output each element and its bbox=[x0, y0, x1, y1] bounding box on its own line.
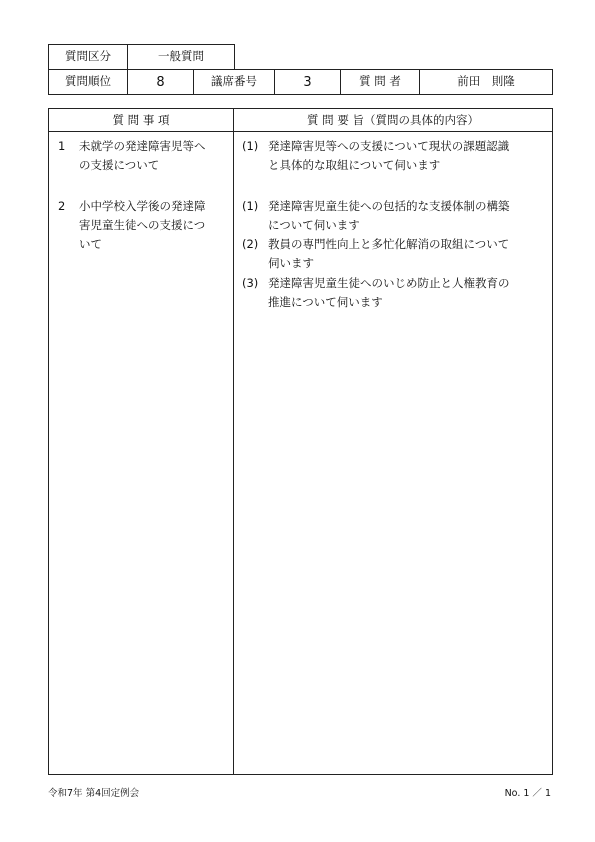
seat-value-cell bbox=[274, 69, 341, 95]
seat-label: 議席番号 bbox=[211, 74, 257, 89]
question-point-line: と具体的な取組について伺います bbox=[268, 158, 441, 172]
questioner-label: 質 問 者 bbox=[359, 74, 401, 89]
order-value: 8 bbox=[156, 74, 165, 90]
header-divider bbox=[49, 131, 552, 132]
column-divider bbox=[233, 109, 234, 774]
questioner-name: 前田 則隆 bbox=[457, 74, 515, 89]
question-item-title-line: 小中学校入学後の発達障 bbox=[79, 199, 206, 213]
question-item-title bbox=[79, 137, 206, 175]
question-item-title-line: 害児童生徒への支援につ bbox=[79, 218, 206, 232]
question-summary-header-label: 質 問 要 旨（質問の具体的内容） bbox=[307, 113, 479, 127]
session-label: 令和7年 第4回定例会 bbox=[48, 788, 140, 799]
question-point-text bbox=[268, 274, 510, 312]
category-value-cell bbox=[127, 44, 235, 70]
question-item-title bbox=[79, 197, 206, 254]
question-point-text bbox=[268, 137, 509, 175]
category-value: 一般質問 bbox=[158, 49, 204, 64]
question-item-title-line: の支援について bbox=[79, 158, 160, 172]
questioner-value-cell bbox=[419, 69, 553, 95]
order-label-cell bbox=[48, 69, 128, 95]
question-item-title-line: 未就学の発達障害児等へ bbox=[79, 139, 206, 153]
question-items-header bbox=[49, 109, 233, 131]
question-item-title-line: いて bbox=[79, 237, 102, 251]
question-point-text bbox=[268, 197, 510, 235]
category-label-cell bbox=[48, 44, 128, 70]
question-point-line: 推進について伺います bbox=[268, 295, 383, 309]
question-table bbox=[48, 108, 553, 775]
order-label: 質問順位 bbox=[65, 74, 111, 89]
question-item-number: 2 bbox=[58, 199, 66, 213]
question-point-number: (3) bbox=[242, 276, 259, 290]
category-label: 質問区分 bbox=[65, 49, 111, 64]
seat-value: 3 bbox=[303, 74, 312, 90]
question-point-line: 発達障害児童生徒への包括的な支援体制の構築 bbox=[268, 199, 510, 213]
question-point-number: (2) bbox=[242, 237, 259, 251]
question-point-number: (1) bbox=[242, 139, 259, 153]
question-item-number: 1 bbox=[58, 139, 66, 153]
question-point-number: (1) bbox=[242, 199, 259, 213]
question-point-line: 伺います bbox=[268, 256, 314, 270]
question-point-text bbox=[268, 235, 509, 273]
question-point-line: について伺います bbox=[268, 218, 360, 232]
questioner-label-cell bbox=[340, 69, 420, 95]
question-point-line: 発達障害児等への支援について現状の課題認識 bbox=[268, 139, 510, 153]
question-items-header-label: 質 問 事 項 bbox=[112, 113, 170, 127]
order-value-cell bbox=[127, 69, 194, 95]
seat-label-cell bbox=[193, 69, 275, 95]
question-point-line: 教員の専門性向上と多忙化解消の取組について bbox=[268, 237, 510, 251]
question-point-line: 発達障害児童生徒へのいじめ防止と人権教育の bbox=[268, 276, 510, 290]
question-summary-header bbox=[234, 109, 552, 131]
page-number: No. 1 ／ 1 bbox=[504, 788, 551, 799]
